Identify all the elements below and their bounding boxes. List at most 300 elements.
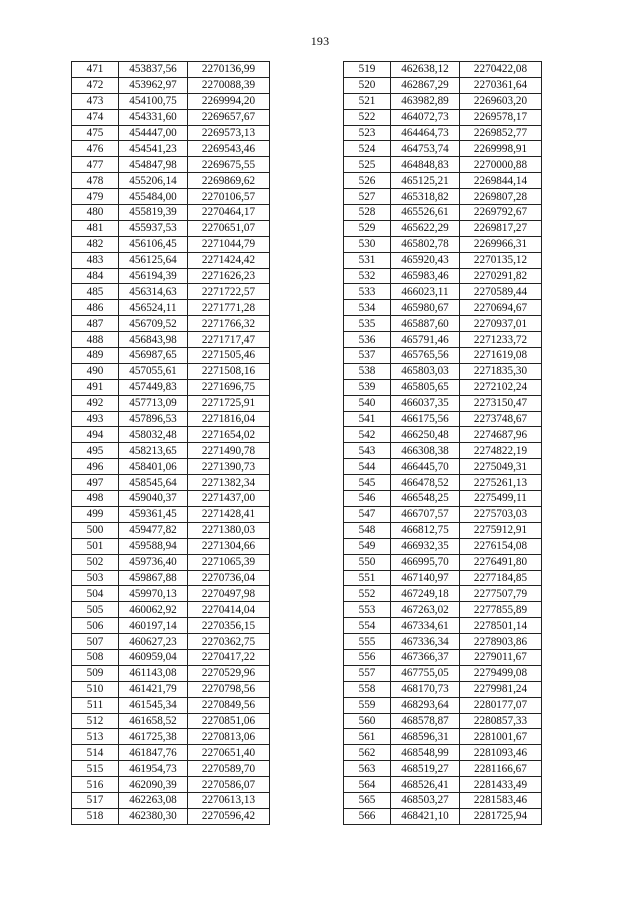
table-row [344, 459, 542, 475]
x-coordinate-cell: 458401,06 [119, 459, 188, 475]
table-row [72, 411, 270, 427]
table-row [344, 570, 542, 586]
x-coordinate-cell: 456125,64 [119, 252, 188, 268]
y-coordinate-cell: 2270000,88 [460, 157, 542, 173]
point-number-cell: 548 [344, 522, 391, 538]
x-coordinate-cell: 454331,60 [119, 109, 188, 125]
x-coordinate-cell: 456709,52 [119, 316, 188, 332]
point-number-cell: 540 [344, 395, 391, 411]
table-row [72, 109, 270, 125]
table-row [72, 586, 270, 602]
point-number-cell: 482 [72, 236, 119, 252]
point-number-cell: 534 [344, 300, 391, 316]
x-coordinate-cell: 461143,08 [119, 665, 188, 681]
point-number-cell: 542 [344, 427, 391, 443]
x-coordinate-cell: 457713,09 [119, 395, 188, 411]
y-coordinate-cell: 2270813,06 [188, 729, 270, 745]
y-coordinate-cell: 2271508,16 [188, 363, 270, 379]
table-row [72, 522, 270, 538]
table-row [72, 649, 270, 665]
point-number-cell: 533 [344, 284, 391, 300]
point-number-cell: 492 [72, 395, 119, 411]
x-coordinate-cell: 468293,64 [391, 697, 460, 713]
x-coordinate-cell: 458213,65 [119, 443, 188, 459]
y-coordinate-cell: 2271766,32 [188, 316, 270, 332]
table-row [72, 252, 270, 268]
table-row [344, 62, 542, 78]
table-row [72, 506, 270, 522]
y-coordinate-cell: 2280857,33 [460, 713, 542, 729]
table-row [72, 570, 270, 586]
table-row [344, 745, 542, 761]
point-number-cell: 481 [72, 220, 119, 236]
y-coordinate-cell: 2281583,46 [460, 792, 542, 808]
point-number-cell: 528 [344, 205, 391, 221]
y-coordinate-cell: 2271424,42 [188, 252, 270, 268]
y-coordinate-cell: 2270464,17 [188, 205, 270, 221]
x-coordinate-cell: 460062,92 [119, 602, 188, 618]
x-coordinate-cell: 462263,08 [119, 792, 188, 808]
point-number-cell: 551 [344, 570, 391, 586]
y-coordinate-cell: 2280177,07 [460, 697, 542, 713]
point-number-cell: 529 [344, 220, 391, 236]
x-coordinate-cell: 468526,41 [391, 777, 460, 793]
y-coordinate-cell: 2270694,67 [460, 300, 542, 316]
y-coordinate-cell: 2271725,91 [188, 395, 270, 411]
point-number-cell: 480 [72, 205, 119, 221]
x-coordinate-cell: 457449,83 [119, 379, 188, 395]
x-coordinate-cell: 467366,37 [391, 649, 460, 665]
table-row [72, 189, 270, 205]
y-coordinate-cell: 2270798,56 [188, 681, 270, 697]
point-number-cell: 495 [72, 443, 119, 459]
y-coordinate-cell: 2277184,85 [460, 570, 542, 586]
x-coordinate-cell: 468519,27 [391, 761, 460, 777]
x-coordinate-cell: 457055,61 [119, 363, 188, 379]
point-number-cell: 550 [344, 554, 391, 570]
x-coordinate-cell: 462638,12 [391, 62, 460, 78]
y-coordinate-cell: 2271380,03 [188, 522, 270, 538]
point-number-cell: 509 [72, 665, 119, 681]
table-row [344, 475, 542, 491]
y-coordinate-cell: 2276491,80 [460, 554, 542, 570]
y-coordinate-cell: 2271428,41 [188, 506, 270, 522]
y-coordinate-cell: 2277855,89 [460, 602, 542, 618]
point-number-cell: 527 [344, 189, 391, 205]
y-coordinate-cell: 2271304,66 [188, 538, 270, 554]
point-number-cell: 496 [72, 459, 119, 475]
x-coordinate-cell: 465980,67 [391, 300, 460, 316]
point-number-cell: 512 [72, 713, 119, 729]
table-row [344, 649, 542, 665]
y-coordinate-cell: 2270613,13 [188, 792, 270, 808]
point-number-cell: 472 [72, 77, 119, 93]
point-number-cell: 531 [344, 252, 391, 268]
table-row [344, 602, 542, 618]
table-row [72, 777, 270, 793]
point-number-cell: 483 [72, 252, 119, 268]
y-coordinate-cell: 2270651,40 [188, 745, 270, 761]
point-number-cell: 517 [72, 792, 119, 808]
table-row [344, 729, 542, 745]
point-number-cell: 491 [72, 379, 119, 395]
y-coordinate-cell: 2269817,27 [460, 220, 542, 236]
x-coordinate-cell: 466707,57 [391, 506, 460, 522]
table-row [344, 348, 542, 364]
table-row [344, 506, 542, 522]
x-coordinate-cell: 466478,52 [391, 475, 460, 491]
point-number-cell: 499 [72, 506, 119, 522]
x-coordinate-cell: 468596,31 [391, 729, 460, 745]
table-row [72, 125, 270, 141]
point-number-cell: 526 [344, 173, 391, 189]
y-coordinate-cell: 2271835,30 [460, 363, 542, 379]
y-coordinate-cell: 2269657,67 [188, 109, 270, 125]
x-coordinate-cell: 467336,34 [391, 634, 460, 650]
x-coordinate-cell: 465887,60 [391, 316, 460, 332]
y-coordinate-cell: 2270362,75 [188, 634, 270, 650]
x-coordinate-cell: 465920,43 [391, 252, 460, 268]
x-coordinate-cell: 466308,38 [391, 443, 460, 459]
x-coordinate-cell: 461725,38 [119, 729, 188, 745]
point-number-cell: 543 [344, 443, 391, 459]
y-coordinate-cell: 2270529,96 [188, 665, 270, 681]
page-number: 193 [310, 34, 330, 48]
point-number-cell: 501 [72, 538, 119, 554]
x-coordinate-cell: 468421,10 [391, 808, 460, 824]
x-coordinate-cell: 459477,82 [119, 522, 188, 538]
point-number-cell: 478 [72, 173, 119, 189]
x-coordinate-cell: 455484,00 [119, 189, 188, 205]
table-row [344, 236, 542, 252]
table-row [344, 411, 542, 427]
table-row [344, 379, 542, 395]
point-number-cell: 522 [344, 109, 391, 125]
y-coordinate-cell: 2271619,08 [460, 348, 542, 364]
point-number-cell: 560 [344, 713, 391, 729]
y-coordinate-cell: 2274822,19 [460, 443, 542, 459]
table-row [72, 300, 270, 316]
table-row [72, 427, 270, 443]
y-coordinate-cell: 2270596,42 [188, 808, 270, 824]
x-coordinate-cell: 465983,46 [391, 268, 460, 284]
table-row [344, 363, 542, 379]
x-coordinate-cell: 455819,39 [119, 205, 188, 221]
y-coordinate-cell: 2271771,28 [188, 300, 270, 316]
y-coordinate-cell: 2270851,06 [188, 713, 270, 729]
table-row [72, 665, 270, 681]
x-coordinate-cell: 464848,83 [391, 157, 460, 173]
point-number-cell: 521 [344, 93, 391, 109]
x-coordinate-cell: 466995,70 [391, 554, 460, 570]
y-coordinate-cell: 2281093,46 [460, 745, 542, 761]
x-coordinate-cell: 462090,39 [119, 777, 188, 793]
point-number-cell: 552 [344, 586, 391, 602]
point-number-cell: 516 [72, 777, 119, 793]
point-number-cell: 520 [344, 77, 391, 93]
point-number-cell: 510 [72, 681, 119, 697]
y-coordinate-cell: 2281166,67 [460, 761, 542, 777]
table-row [72, 332, 270, 348]
table-row [72, 761, 270, 777]
point-number-cell: 476 [72, 141, 119, 157]
y-coordinate-cell: 2279011,67 [460, 649, 542, 665]
x-coordinate-cell: 456987,65 [119, 348, 188, 364]
table-row [344, 284, 542, 300]
x-coordinate-cell: 461954,73 [119, 761, 188, 777]
x-coordinate-cell: 467249,18 [391, 586, 460, 602]
y-coordinate-cell: 2271382,34 [188, 475, 270, 491]
table-row [344, 554, 542, 570]
point-number-cell: 559 [344, 697, 391, 713]
x-coordinate-cell: 466812,75 [391, 522, 460, 538]
point-number-cell: 558 [344, 681, 391, 697]
coordinates-table-left [71, 61, 270, 825]
x-coordinate-cell: 468503,27 [391, 792, 460, 808]
y-coordinate-cell: 2269852,77 [460, 125, 542, 141]
point-number-cell: 553 [344, 602, 391, 618]
y-coordinate-cell: 2279499,08 [460, 665, 542, 681]
x-coordinate-cell: 457896,53 [119, 411, 188, 427]
table-row [72, 792, 270, 808]
y-coordinate-cell: 2271065,39 [188, 554, 270, 570]
y-coordinate-cell: 2275703,03 [460, 506, 542, 522]
table-row [72, 157, 270, 173]
table-row [344, 427, 542, 443]
y-coordinate-cell: 2270417,22 [188, 649, 270, 665]
table-row [344, 332, 542, 348]
point-number-cell: 485 [72, 284, 119, 300]
table-row [344, 205, 542, 221]
x-coordinate-cell: 465802,78 [391, 236, 460, 252]
y-coordinate-cell: 2269603,20 [460, 93, 542, 109]
table-row [72, 602, 270, 618]
table-row [344, 491, 542, 507]
y-coordinate-cell: 2271044,79 [188, 236, 270, 252]
x-coordinate-cell: 465791,46 [391, 332, 460, 348]
table-row [344, 93, 542, 109]
x-coordinate-cell: 466548,25 [391, 491, 460, 507]
point-number-cell: 530 [344, 236, 391, 252]
x-coordinate-cell: 466023,11 [391, 284, 460, 300]
point-number-cell: 535 [344, 316, 391, 332]
x-coordinate-cell: 463982,89 [391, 93, 460, 109]
table-row [72, 618, 270, 634]
table-row [72, 316, 270, 332]
point-number-cell: 475 [72, 125, 119, 141]
y-coordinate-cell: 2269578,17 [460, 109, 542, 125]
table-row [72, 348, 270, 364]
point-number-cell: 479 [72, 189, 119, 205]
point-number-cell: 538 [344, 363, 391, 379]
table-row [72, 729, 270, 745]
y-coordinate-cell: 2271233,72 [460, 332, 542, 348]
point-number-cell: 497 [72, 475, 119, 491]
point-number-cell: 557 [344, 665, 391, 681]
table-row [344, 252, 542, 268]
table-row [72, 268, 270, 284]
x-coordinate-cell: 464753,74 [391, 141, 460, 157]
x-coordinate-cell: 465765,56 [391, 348, 460, 364]
x-coordinate-cell: 455937,53 [119, 220, 188, 236]
x-coordinate-cell: 466932,35 [391, 538, 460, 554]
table-row [344, 189, 542, 205]
x-coordinate-cell: 462380,30 [119, 808, 188, 824]
y-coordinate-cell: 2270651,07 [188, 220, 270, 236]
x-coordinate-cell: 462867,29 [391, 77, 460, 93]
y-coordinate-cell: 2270497,98 [188, 586, 270, 602]
point-number-cell: 505 [72, 602, 119, 618]
x-coordinate-cell: 466445,70 [391, 459, 460, 475]
table-row [72, 634, 270, 650]
x-coordinate-cell: 456194,39 [119, 268, 188, 284]
x-coordinate-cell: 465318,82 [391, 189, 460, 205]
y-coordinate-cell: 2269792,67 [460, 205, 542, 221]
x-coordinate-cell: 464072,73 [391, 109, 460, 125]
point-number-cell: 518 [72, 808, 119, 824]
y-coordinate-cell: 2276154,08 [460, 538, 542, 554]
x-coordinate-cell: 455206,14 [119, 173, 188, 189]
x-coordinate-cell: 461847,76 [119, 745, 188, 761]
point-number-cell: 498 [72, 491, 119, 507]
x-coordinate-cell: 459736,40 [119, 554, 188, 570]
point-number-cell: 566 [344, 808, 391, 824]
table-row [72, 220, 270, 236]
y-coordinate-cell: 2269543,46 [188, 141, 270, 157]
x-coordinate-cell: 467263,02 [391, 602, 460, 618]
y-coordinate-cell: 2271816,04 [188, 411, 270, 427]
x-coordinate-cell: 466175,56 [391, 411, 460, 427]
point-number-cell: 486 [72, 300, 119, 316]
table-row [72, 538, 270, 554]
table-row [344, 665, 542, 681]
x-coordinate-cell: 459361,45 [119, 506, 188, 522]
point-number-cell: 563 [344, 761, 391, 777]
table-row [72, 554, 270, 570]
y-coordinate-cell: 2275049,31 [460, 459, 542, 475]
point-number-cell: 506 [72, 618, 119, 634]
y-coordinate-cell: 2271722,57 [188, 284, 270, 300]
table-row [72, 284, 270, 300]
y-coordinate-cell: 2270135,12 [460, 252, 542, 268]
point-number-cell: 474 [72, 109, 119, 125]
x-coordinate-cell: 465526,61 [391, 205, 460, 221]
table-row [72, 77, 270, 93]
point-number-cell: 539 [344, 379, 391, 395]
point-number-cell: 524 [344, 141, 391, 157]
y-coordinate-cell: 2281433,49 [460, 777, 542, 793]
table-row [344, 173, 542, 189]
point-number-cell: 511 [72, 697, 119, 713]
y-coordinate-cell: 2269844,14 [460, 173, 542, 189]
y-coordinate-cell: 2271626,23 [188, 268, 270, 284]
y-coordinate-cell: 2270586,07 [188, 777, 270, 793]
point-number-cell: 471 [72, 62, 119, 78]
table-row [344, 522, 542, 538]
x-coordinate-cell: 458032,48 [119, 427, 188, 443]
point-number-cell: 555 [344, 634, 391, 650]
x-coordinate-cell: 467140,97 [391, 570, 460, 586]
x-coordinate-cell: 468170,73 [391, 681, 460, 697]
y-coordinate-cell: 2275912,91 [460, 522, 542, 538]
y-coordinate-cell: 2269998,91 [460, 141, 542, 157]
table-row [344, 316, 542, 332]
point-number-cell: 502 [72, 554, 119, 570]
table-row [344, 157, 542, 173]
x-coordinate-cell: 468548,99 [391, 745, 460, 761]
point-number-cell: 523 [344, 125, 391, 141]
table-row [344, 586, 542, 602]
y-coordinate-cell: 2270361,64 [460, 77, 542, 93]
point-number-cell: 488 [72, 332, 119, 348]
point-number-cell: 549 [344, 538, 391, 554]
y-coordinate-cell: 2279981,24 [460, 681, 542, 697]
x-coordinate-cell: 465125,21 [391, 173, 460, 189]
point-number-cell: 503 [72, 570, 119, 586]
y-coordinate-cell: 2269675,55 [188, 157, 270, 173]
x-coordinate-cell: 453837,56 [119, 62, 188, 78]
x-coordinate-cell: 454447,00 [119, 125, 188, 141]
x-coordinate-cell: 465805,65 [391, 379, 460, 395]
x-coordinate-cell: 466250,48 [391, 427, 460, 443]
y-coordinate-cell: 2271490,78 [188, 443, 270, 459]
x-coordinate-cell: 461421,79 [119, 681, 188, 697]
point-number-cell: 484 [72, 268, 119, 284]
x-coordinate-cell: 460197,14 [119, 618, 188, 634]
y-coordinate-cell: 2278903,86 [460, 634, 542, 650]
point-number-cell: 525 [344, 157, 391, 173]
table-row [72, 93, 270, 109]
y-coordinate-cell: 2271696,75 [188, 379, 270, 395]
point-number-cell: 564 [344, 777, 391, 793]
point-number-cell: 519 [344, 62, 391, 78]
y-coordinate-cell: 2272102,24 [460, 379, 542, 395]
table-row [344, 792, 542, 808]
y-coordinate-cell: 2270136,99 [188, 62, 270, 78]
y-coordinate-cell: 2271717,47 [188, 332, 270, 348]
y-coordinate-cell: 2270106,57 [188, 189, 270, 205]
x-coordinate-cell: 459970,13 [119, 586, 188, 602]
point-number-cell: 547 [344, 506, 391, 522]
table-row [72, 379, 270, 395]
table-row [72, 459, 270, 475]
table-row [344, 808, 542, 824]
x-coordinate-cell: 459588,94 [119, 538, 188, 554]
x-coordinate-cell: 454100,75 [119, 93, 188, 109]
y-coordinate-cell: 2270356,15 [188, 618, 270, 634]
y-coordinate-cell: 2281001,67 [460, 729, 542, 745]
y-coordinate-cell: 2271437,00 [188, 491, 270, 507]
x-coordinate-cell: 460627,23 [119, 634, 188, 650]
point-number-cell: 554 [344, 618, 391, 634]
table-row [72, 475, 270, 491]
point-number-cell: 489 [72, 348, 119, 364]
y-coordinate-cell: 2275499,11 [460, 491, 542, 507]
y-coordinate-cell: 2269573,13 [188, 125, 270, 141]
table-row [72, 681, 270, 697]
point-number-cell: 494 [72, 427, 119, 443]
y-coordinate-cell: 2271654,02 [188, 427, 270, 443]
point-number-cell: 514 [72, 745, 119, 761]
table-row [344, 77, 542, 93]
x-coordinate-cell: 468578,87 [391, 713, 460, 729]
y-coordinate-cell: 2270736,04 [188, 570, 270, 586]
point-number-cell: 477 [72, 157, 119, 173]
table-row [72, 395, 270, 411]
table-row [344, 125, 542, 141]
table-row [344, 713, 542, 729]
y-coordinate-cell: 2269966,31 [460, 236, 542, 252]
